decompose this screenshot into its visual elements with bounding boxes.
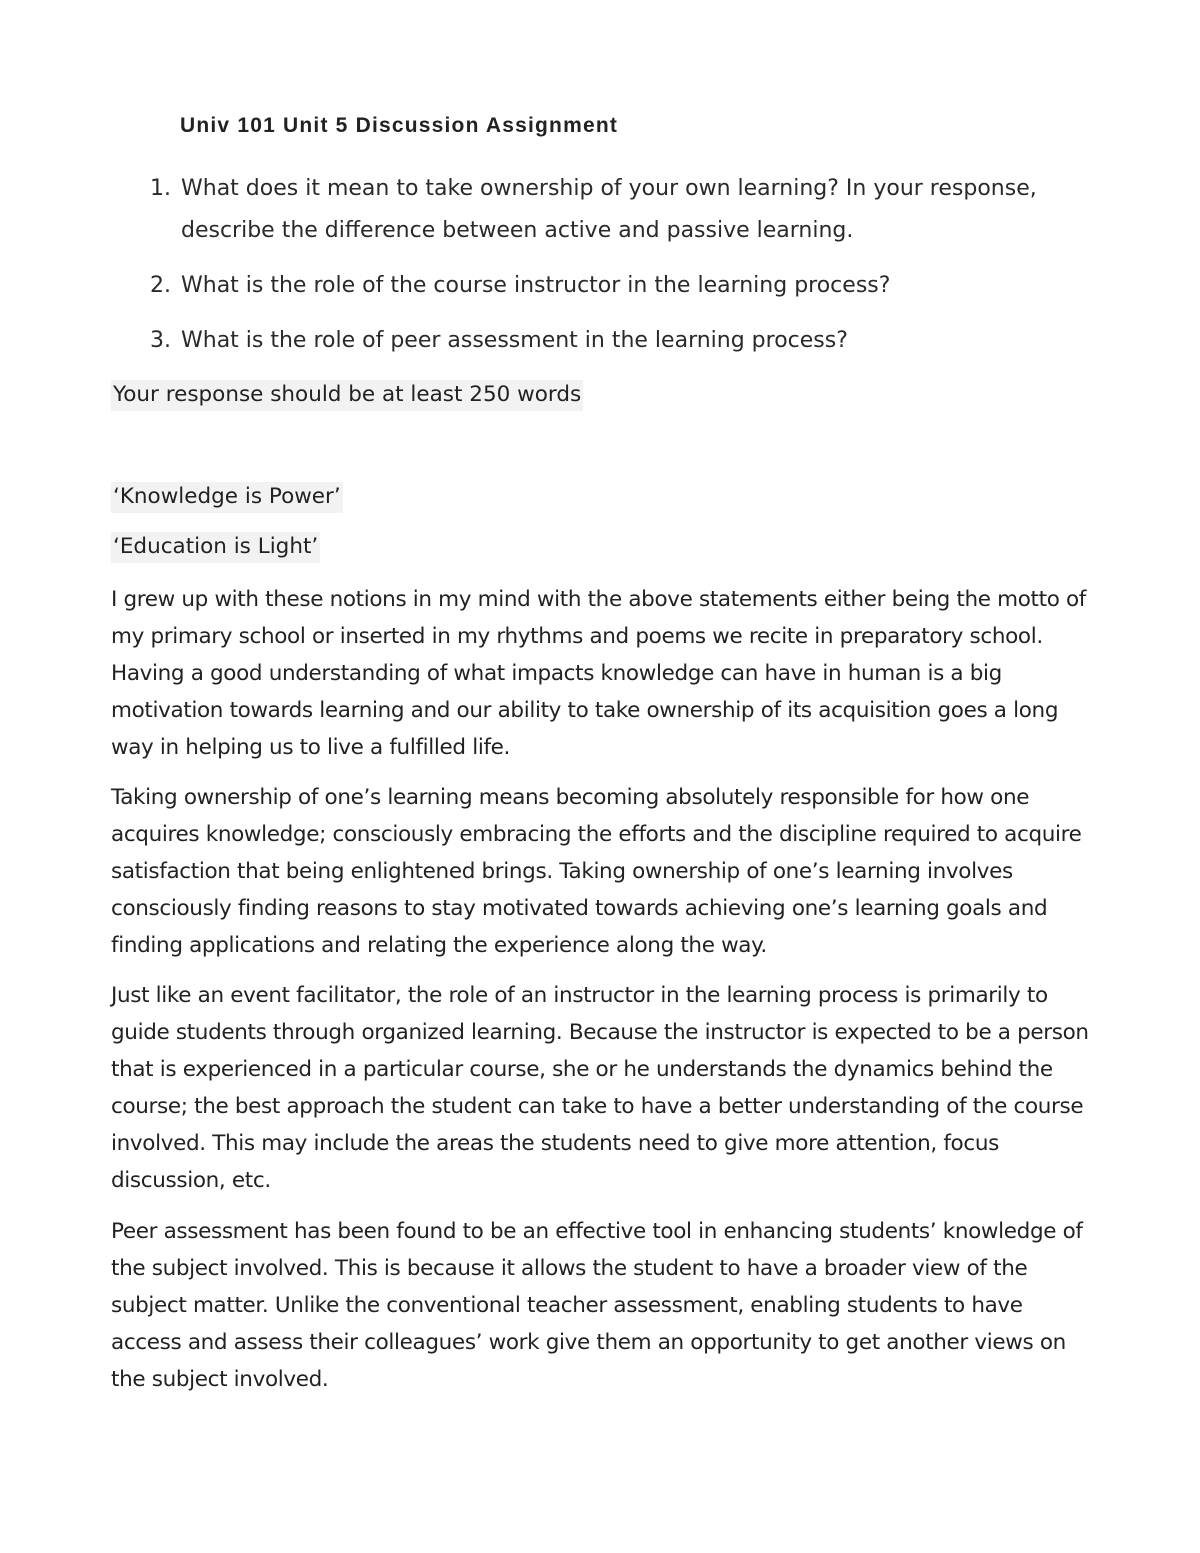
paragraph-ownership: Taking ownership of one’s learning means becoming absolutely responsible for how one acquires knowledge; consciously embracing the efforts and the discipline required to acquire satisfaction that being enlightened brings. Taking ownership of one’s learning involves consciously finding reasons to stay motivated towards achieving one’s learning goals and finding applications and relating the experience along the way. [111,785,1082,958]
question-text: What is the role of peer assessment in the learning process? [181,328,848,353]
document-title: Univ 101 Unit 5 Discussion Assignment [180,114,619,137]
question-number: 3. [150,328,171,353]
question-text: What does it mean to take ownership of your own learning? In your response, describe the difference between active and passive learning. [181,176,1037,243]
quote-knowledge [111,484,1091,509]
paragraph-intro: I grew up with these notions in my mind with the above statements either being the motto of my primary school or inserted in my rhythms and poems we recite in preparatory school. Having a good understanding of what impacts knowledge can have in human is a big motivation towards learning and our ability to take ownership of its acquisition goes a long way in helping us to live a fulfilled life. [111,587,1087,760]
question-list [150,168,1050,375]
question-item [150,320,1050,362]
question-text: What is the role of the course instructor in the learning process? [181,273,891,298]
paragraph-instructor: Just like an event facilitator, the role of an instructor in the learning process is primarily to guide students through organized learning. Because the instructor is expected to be a person that is experienced in a particular course, she or he understands the dynamics behind the course; the best approach the student can take to have a better understanding of the course involved. This may include the areas the students need to give more attention, focus discussion, etc. [111,983,1089,1193]
question-item [150,265,1050,307]
paragraph-peer-assessment: Peer assessment has been found to be an effective tool in enhancing students’ knowledge of the subject involved. This is because it allows the student to have a broader view of the subject matter. Unlike the conventional teacher assessment, enabling students to have access and assess their colleagues’ work give them an opportunity to get another views on the subject involved. [111,1219,1083,1392]
question-number: 2. [150,273,171,298]
question-item [150,168,1050,252]
quote-education-text: ‘Education is Light’ [111,532,320,563]
word-count-instruction-text: Your response should be at least 250 words [111,380,583,411]
quote-education [111,534,1091,559]
question-number: 1. [150,176,171,201]
word-count-instruction [111,382,1091,407]
quote-knowledge-text: ‘Knowledge is Power’ [111,482,343,513]
